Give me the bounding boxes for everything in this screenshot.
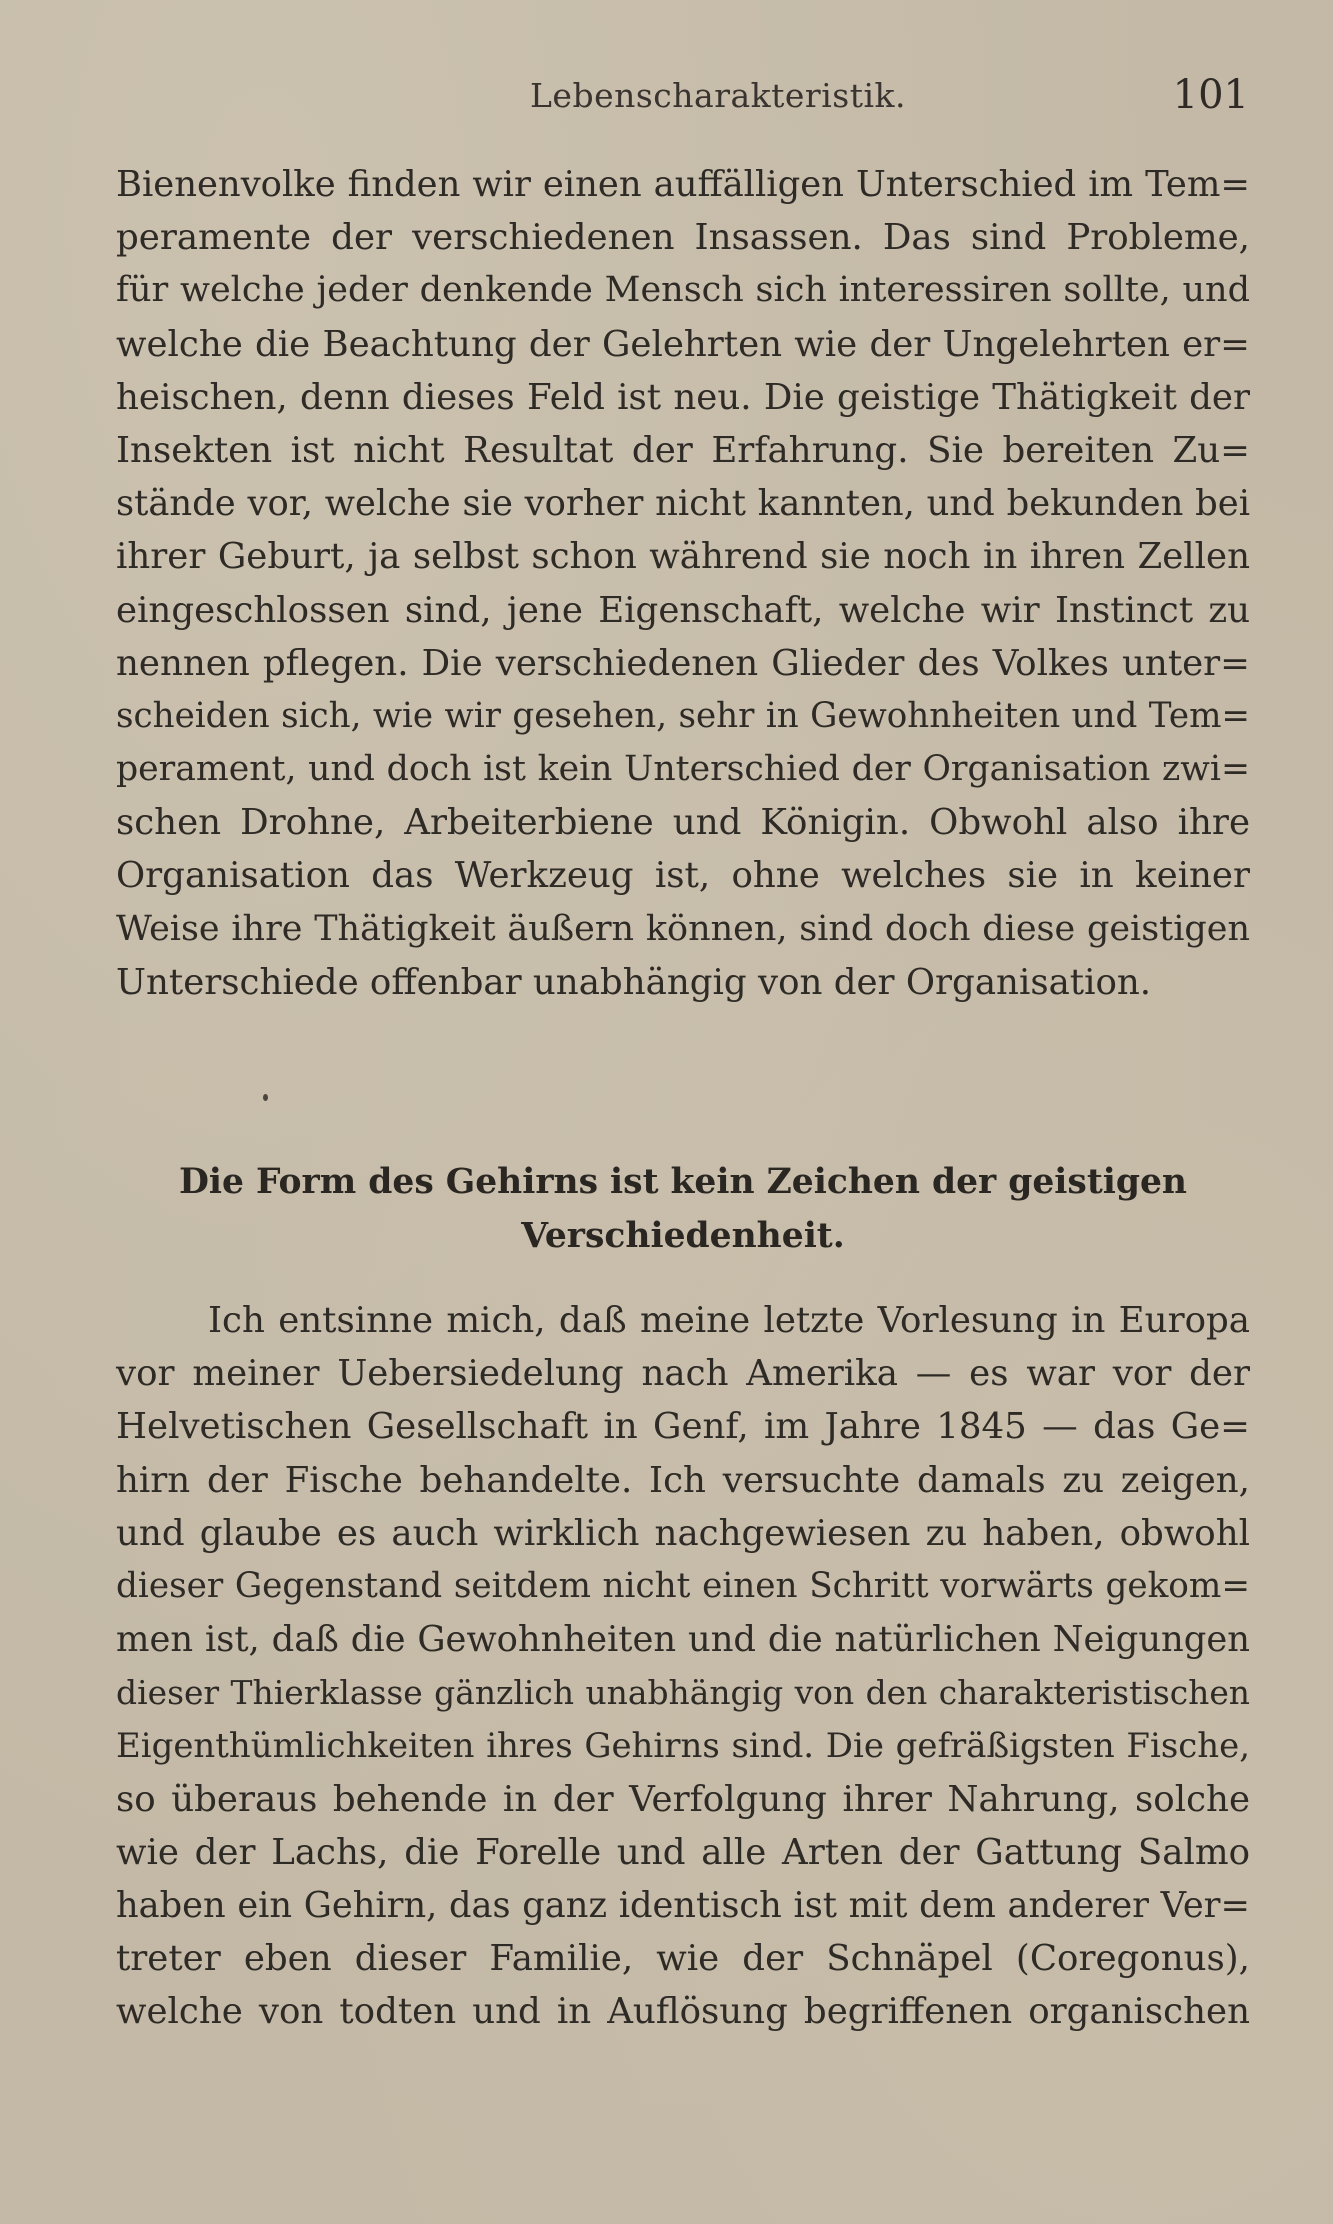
text-line: vor meiner Uebersiedelung nach Amerika — es war vor der bbox=[116, 1353, 1250, 1395]
text-line: eingeschlossen sind, jene Eigenschaft, welche wir Instinct zu bbox=[116, 589, 1250, 631]
section-heading-line-2: Verschiedenheit. bbox=[521, 1216, 845, 1256]
page-number: 101 bbox=[1172, 72, 1249, 118]
text-line: stände vor, welche sie vorher nicht kannten, und bekunden bei bbox=[116, 483, 1250, 525]
paragraph-insects bbox=[116, 158, 1250, 1009]
ink-speck bbox=[263, 1094, 268, 1101]
text-line: Eigenthümlichkeiten ihres Gehirns sind. Die gefräßigsten Fische, bbox=[116, 1725, 1250, 1766]
paragraph-fish-brain bbox=[116, 1294, 1250, 2039]
text-line: peramente der verschiedenen Insassen. Das sind Probleme, bbox=[116, 217, 1250, 259]
text-line: so überaus behende in der Verfolgung ihrer Nahrung, solche bbox=[116, 1778, 1250, 1820]
running-head bbox=[0, 72, 1333, 122]
text-line: für welche jeder denkende Mensch sich interessiren sollte, und bbox=[116, 270, 1250, 311]
text-line: scheiden sich, wie wir gesehen, sehr in Gewohnheiten und Tem= bbox=[116, 695, 1250, 736]
text-line: heischen, denn dieses Feld ist neu. Die geistige Thätigkeit der bbox=[116, 376, 1250, 418]
text-line: welche von todten und in Auflösung begriffenen organischen bbox=[116, 1991, 1250, 2033]
text-line: men ist, daß die Gewohnheiten und die natürlichen Neigungen bbox=[116, 1619, 1250, 1661]
text-line: haben ein Gehirn, das ganz identisch ist mit dem anderer Ver= bbox=[116, 1885, 1250, 1927]
section-heading-line-1: Die Form des Gehirns ist kein Zeichen der geistigen bbox=[178, 1162, 1188, 1202]
text-line: dieser Gegenstand seitdem nicht einen Schritt vorwärts gekom= bbox=[116, 1565, 1250, 1606]
text-line: dieser Thierklasse gänzlich unabhängig von den charakteristischen bbox=[116, 1673, 1250, 1713]
text-line: ihrer Geburt, ja selbst schon während sie noch in ihren Zellen bbox=[116, 536, 1250, 578]
text-line: wie der Lachs, die Forelle und alle Arten der Gattung Salmo bbox=[116, 1831, 1250, 1873]
text-line: nennen pflegen. Die verschiedenen Glieder des Volkes unter= bbox=[116, 642, 1250, 684]
running-title: Lebenscharakteristik. bbox=[530, 76, 906, 115]
text-line: und glaube es auch wirklich nachgewiesen zu haben, obwohl bbox=[116, 1512, 1250, 1554]
text-line: treter eben dieser Familie, wie der Schnäpel (Coregonus), bbox=[116, 1938, 1250, 1980]
text-line: Helvetischen Gesellschaft in Genf, im Jahre 1845 — das Ge= bbox=[116, 1406, 1250, 1448]
text-line: Ich entsinne mich, daß meine letzte Vorlesung in Europa bbox=[208, 1300, 1250, 1341]
text-line: welche die Beachtung der Gelehrten wie der Ungelehrten er= bbox=[116, 323, 1250, 365]
text-line: Organisation das Werkzeug ist, ohne welches sie in keiner bbox=[116, 855, 1250, 897]
text-line: Unterschiede offenbar unabhängig von der Organisation. bbox=[116, 961, 1152, 1003]
section-heading bbox=[116, 1155, 1250, 1263]
text-line: schen Drohne, Arbeiterbiene und Königin. Obwohl also ihre bbox=[116, 802, 1250, 844]
text-line: Insekten ist nicht Resultat der Erfahrung. Sie bereiten Zu= bbox=[116, 429, 1250, 471]
text-line: Weise ihre Thätigkeit äußern können, sind doch diese geistigen bbox=[116, 908, 1250, 949]
text-line: hirn der Fische behandelte. Ich versuchte damals zu zeigen, bbox=[116, 1459, 1250, 1501]
text-line: perament, und doch ist kein Unterschied der Organisation zwi= bbox=[116, 749, 1250, 790]
text-line: Bienenvolke finden wir einen auffälligen Unterschied im Tem= bbox=[116, 164, 1250, 205]
